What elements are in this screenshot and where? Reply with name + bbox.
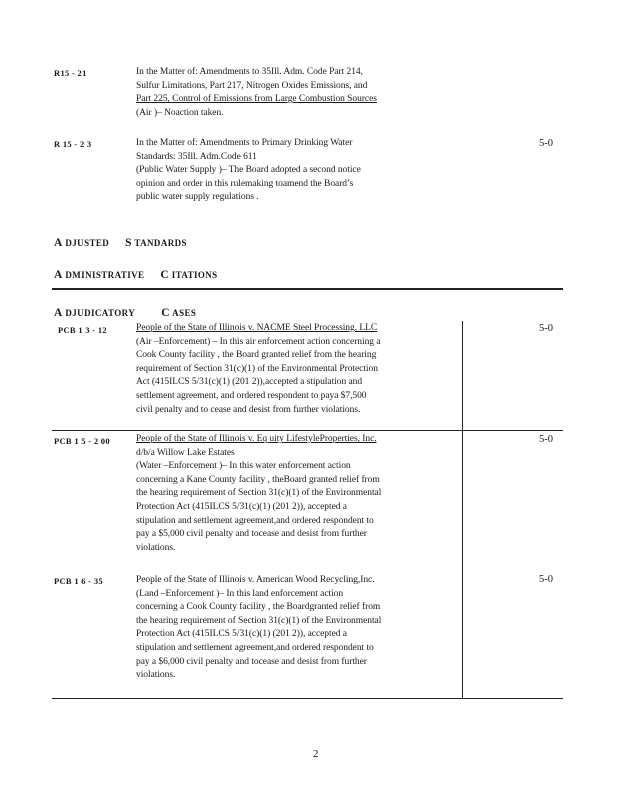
desc-line: violations.: [136, 670, 176, 681]
section-heading-administrative-citations: A DMINISTRATIVE C ITATIONS: [54, 269, 218, 281]
desc-line: Act (415ILCS 5/31(c)(1) (201 2)),accepted a stipulation and: [136, 377, 363, 388]
desc-line: violations.: [136, 542, 176, 553]
case-caption: People of the State of Illinois v. American Wood Recycling,Inc.: [136, 575, 375, 585]
case-number: PCB 1 3 - 12: [58, 325, 107, 335]
desc-line: stipulation and settlement agreement,and ordered respondent to: [136, 642, 374, 653]
vote-count: 5-0: [539, 323, 553, 334]
desc-line: the hearing requirement of Section 31(c)(1) of the Environmental: [136, 488, 382, 499]
desc-line: concerning a Kane County facility , theBoard granted relief from: [136, 474, 380, 485]
case-number: PCB 1 6 - 35: [54, 576, 103, 586]
rulemaking-description: [136, 66, 446, 120]
case-caption: People of the State of Illinois v. NACME Steel Processing, LLC: [136, 323, 378, 333]
desc-line: public water supply regulations .: [136, 192, 259, 203]
case-description: [136, 322, 456, 417]
docket-id: R15 - 21: [54, 68, 87, 78]
desc-line: (Public Water Supply )– The Board adopted a second notice: [136, 165, 361, 176]
rulemaking-description: [136, 137, 446, 205]
desc-line: pay a $5,000 civil penalty and tocease and desist from further: [136, 529, 367, 540]
desc-line: Sulfur Limitations, Part 217, Nitrogen Oxides Emissions, and: [136, 80, 368, 91]
vote-count: 5-0: [539, 574, 553, 585]
vote-count: 5-0: [539, 434, 553, 445]
table-row-divider: [52, 430, 563, 431]
desc-line: the hearing requirement of Section 31(c)(1) of the Environmental: [136, 615, 382, 626]
desc-line: settlement agreement, and ordered respondent to paya $7,500: [136, 390, 367, 401]
table-column-divider: [462, 321, 463, 698]
desc-line: pay a $6,000 civil penalty and tocease and desist from further: [136, 656, 367, 667]
case-description: [136, 433, 456, 555]
desc-line: (Land –Enforcement )– In this land enforcement action: [136, 588, 344, 599]
desc-line: Protection Act (415ILCS 5/31(c)(1) (201 2)), accepted a: [136, 629, 347, 640]
desc-line: concerning a Cook County facility , the Boardgranted relief from: [136, 602, 381, 613]
case-caption: People of the State of Illinois v. Eq uity LifestyleProperties, Inc.: [136, 434, 377, 444]
vote-count: 5-0: [539, 138, 553, 149]
desc-line: (Air )– Noaction taken.: [136, 107, 224, 118]
desc-line: civil penalty and to cease and desist from further violations.: [136, 404, 361, 415]
case-number: PCB 1 5 - 2 00: [54, 436, 110, 446]
desc-line: In the Matter of: Amendments to 35Ill. Adm. Code Part 214,: [136, 67, 363, 77]
desc-line: In the Matter of: Amendments to Primary Drinking Water: [136, 138, 353, 148]
case-description: [136, 574, 456, 683]
desc-line: Protection Act (415ILCS 5/31(c)(1) (201 2)), accepted a: [136, 501, 347, 512]
table-bottom-border: [52, 698, 563, 699]
section-divider: [52, 288, 563, 290]
desc-line: requirement of Section 31(c)(1) of the Environmental Protection: [136, 363, 378, 374]
desc-line: stipulation and settlement agreement,and ordered respondent to: [136, 515, 374, 526]
desc-line: opinion and order in this rulemaking toamend the Board’s: [136, 178, 354, 189]
section-heading-adjudicatory-cases: A DJUDICATORY C ASES: [54, 307, 197, 319]
docket-id: R 15 - 2 3: [54, 139, 92, 149]
desc-line: (Water –Enforcement )– In this water enforcement action: [136, 461, 351, 472]
page-number: 2: [313, 748, 319, 760]
section-heading-adjusted-standards: A DJUSTED S TANDARDS: [54, 237, 187, 249]
desc-line: Cook County facility , the Board granted relief from the hearing: [136, 350, 377, 361]
desc-line: d/b/a Willow Lake Estates: [136, 447, 235, 458]
desc-line: Part 225, Control of Emissions from Large Combustion Sources: [136, 94, 377, 105]
desc-line: Standards: 35Ill. Adm.Code 611: [136, 151, 257, 162]
desc-line: (Air –Enforcement) – In this air enforcement action concerning a: [136, 336, 381, 347]
